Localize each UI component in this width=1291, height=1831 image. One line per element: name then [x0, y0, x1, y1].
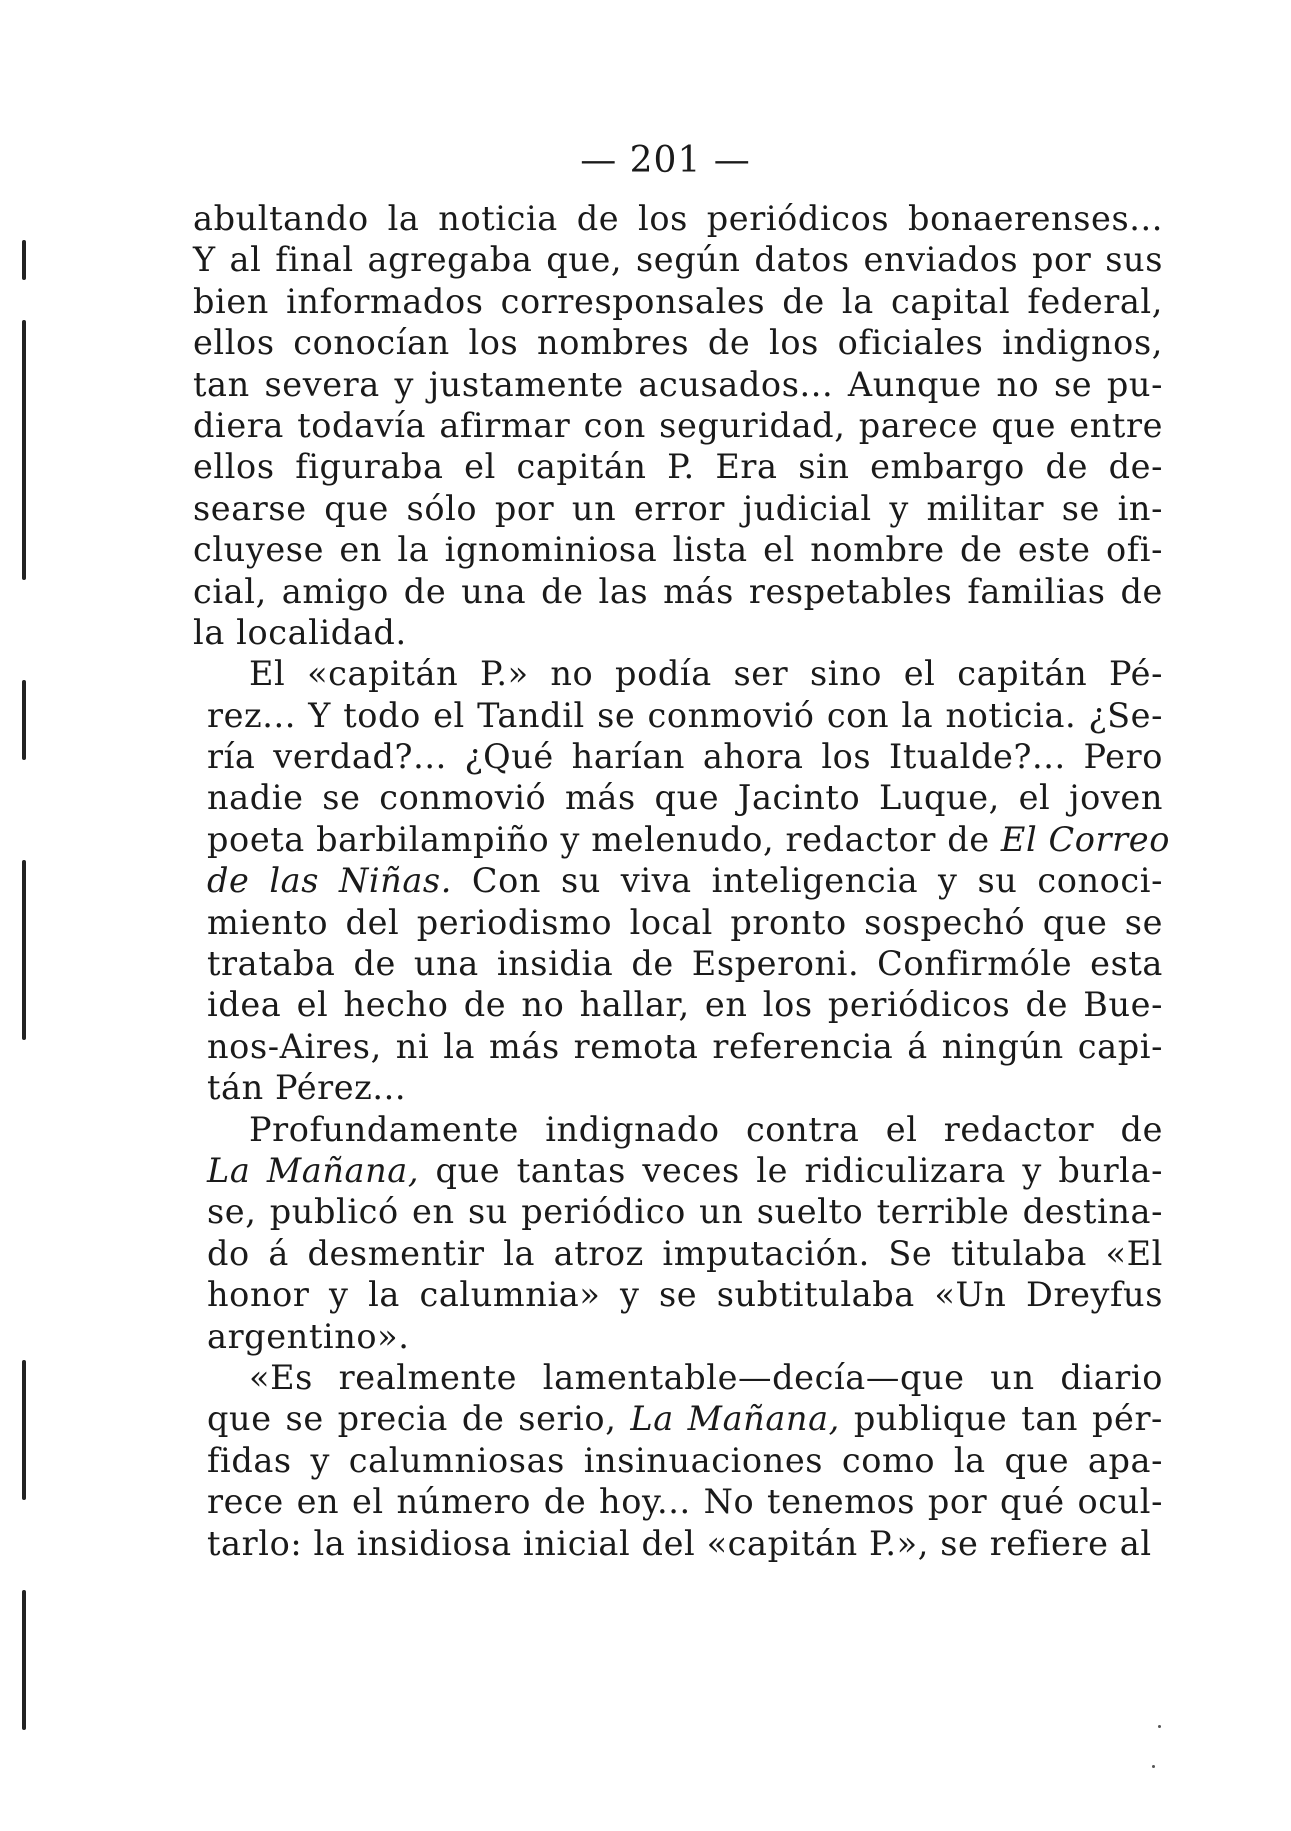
- text-segment: ellos conocían los nombres de los oficiales indignos,: [193, 323, 1163, 363]
- text-segment: fidas y calumniosas insinuaciones como la que apa-: [207, 1440, 1163, 1480]
- text-line: [193, 488, 1163, 529]
- text-line: [193, 984, 1163, 1025]
- text-line: [193, 405, 1163, 446]
- text-line: [193, 1523, 1163, 1564]
- italic-title: El Correo: [1000, 819, 1170, 859]
- text-segment: rez... Y todo el Tandil se conmovió con la noticia. ¿Se-: [207, 695, 1163, 735]
- text-segment: ellos figuraba el capitán P. Era sin embargo de de-: [193, 447, 1163, 487]
- text-segment: ría verdad?... ¿Qué harían ahora los Itualde?... Pero: [207, 737, 1163, 777]
- text-segment: do á desmentir la atroz imputación. Se titulaba «El: [207, 1233, 1163, 1273]
- text-line: [193, 1150, 1163, 1191]
- text-line: [193, 819, 1170, 860]
- text-segment: tán Pérez...: [207, 1068, 407, 1108]
- text-line: [193, 1191, 1163, 1232]
- text-line: [193, 322, 1163, 363]
- text-segment: cluyese en la ignominiosa lista el nombre de este ofi-: [193, 530, 1163, 570]
- text-line: [193, 1398, 1163, 1439]
- text-line: [193, 1233, 1163, 1274]
- italic-title: La Mañana,: [207, 1150, 420, 1190]
- text-segment: diera todavía afirmar con seguridad, parece que entre: [193, 405, 1163, 445]
- text-line: [193, 1481, 1163, 1522]
- text-segment: Con su viva inteligencia y su conoci-: [451, 861, 1163, 901]
- text-segment: tan severa y justamente acusados... Aunque no se pu-: [193, 364, 1163, 404]
- italic-title: de las Niñas.: [207, 861, 452, 901]
- page-number: — 201 —: [580, 140, 751, 181]
- text-line: [193, 1440, 1163, 1481]
- text-segment: idea el hecho de no hallar, en los periódicos de Bue-: [207, 985, 1163, 1025]
- text-line: [193, 902, 1163, 943]
- text-line: [193, 777, 1163, 818]
- text-line: [193, 1357, 1163, 1398]
- binding-edge: [18, 90, 32, 1810]
- text-line: [193, 1316, 1163, 1357]
- ink-speck: [1158, 1725, 1161, 1728]
- text-segment: miento del periodismo local pronto sospechó que se: [207, 902, 1163, 942]
- text-segment: El «capitán P.» no podía ser sino el capitán Pé-: [249, 654, 1163, 694]
- text-line: [193, 571, 1163, 612]
- text-segment: se, publicó en su periódico un suelto terrible destina-: [207, 1192, 1163, 1232]
- text-line: [193, 364, 1163, 405]
- text-segment: nadie se conmovió más que Jacinto Luque, el joven: [207, 778, 1163, 818]
- text-segment: la localidad.: [193, 612, 407, 652]
- text-line: [193, 1026, 1163, 1067]
- ink-speck: [1152, 1765, 1155, 1768]
- text-line: [193, 943, 1163, 984]
- text-segment: nos-Aires, ni la más remota referencia á ningún capi-: [207, 1026, 1163, 1066]
- body-text: [193, 198, 1170, 1564]
- text-segment: que tantas veces le ridiculizara y burla-: [419, 1150, 1163, 1190]
- text-segment: trataba de una insidia de Esperoni. Confirmóle esta: [207, 944, 1163, 984]
- text-segment: searse que sólo por un error judicial y militar se in-: [193, 488, 1163, 528]
- text-segment: cial, amigo de una de las más respetables familias de: [193, 571, 1163, 611]
- text-segment: honor y la calumnia» y se subtitulaba «Un Dreyfus: [207, 1275, 1163, 1315]
- text-line: [193, 446, 1163, 487]
- text-segment: tarlo: la insidiosa inicial del «capitán P.», se refiere al: [207, 1523, 1152, 1563]
- text-segment: Y al final agregaba que, según datos enviados por sus: [193, 240, 1163, 280]
- text-segment: argentino».: [207, 1316, 410, 1356]
- text-line: [193, 281, 1163, 322]
- text-segment: que se precia de serio,: [207, 1399, 631, 1439]
- text-segment: «Es realmente lamentable—decía—que un diario: [249, 1357, 1163, 1397]
- text-line: [193, 1109, 1163, 1150]
- text-line: [193, 1067, 1163, 1108]
- text-line: [193, 1274, 1163, 1315]
- text-segment: publique tan pér-: [839, 1399, 1163, 1439]
- text-segment: rece en el número de hoy... No tenemos por qué ocul-: [207, 1482, 1163, 1522]
- text-line: [193, 695, 1163, 736]
- text-line: [193, 239, 1163, 280]
- text-line: [193, 198, 1163, 239]
- italic-title: La Mañana,: [630, 1399, 840, 1439]
- text-line: [193, 860, 1163, 901]
- text-segment: poeta barbilampiño y melenudo, redactor de: [207, 819, 1001, 859]
- text-segment: bien informados corresponsales de la capital federal,: [193, 281, 1163, 321]
- text-line: [193, 653, 1163, 694]
- text-line: [193, 612, 1163, 653]
- text-segment: Profundamente indignado contra el redactor de: [249, 1109, 1163, 1149]
- text-line: [193, 529, 1163, 570]
- text-segment: abultando la noticia de los periódicos bonaerenses...: [193, 199, 1163, 238]
- text-line: [193, 736, 1163, 777]
